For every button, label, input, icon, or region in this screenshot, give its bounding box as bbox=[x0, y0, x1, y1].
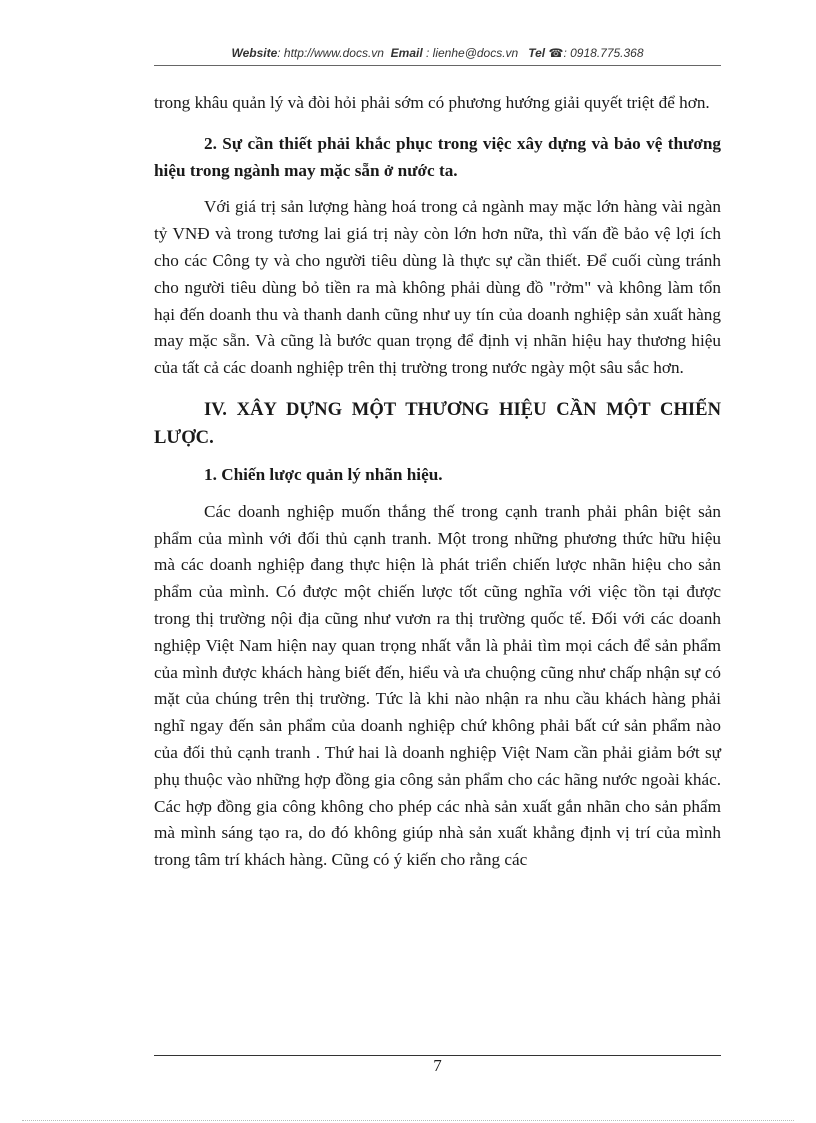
page-header bbox=[154, 46, 721, 66]
chapter-heading-iv: IV. XÂY DỰNG MỘT THƯƠNG HIỆU CẦN MỘT CHIẾN LƯỢC. bbox=[154, 398, 721, 448]
page-number: 7 bbox=[433, 1056, 442, 1075]
tel-label: Tel bbox=[528, 46, 546, 60]
email-value: : lienhe@docs.vn bbox=[426, 46, 519, 60]
paragraph: Với giá trị sản lượng hàng hoá trong cả ngành may mặc lớn hàng vài ngàn tỷ VNĐ và trong tương lai giá trị này còn lớn hơn nữa, thì vấn đề bảo vệ lợi ích cho các Công ty và cho người tiêu dùng là thực sự cần thiết. Để cuối cùng tránh cho người tiêu dùng bỏ tiền ra mà không phải dùng đồ "rởm" và không làm tổn hại đến doanh thu và thanh danh cũng như uy tín của doanh nghiệp sản xuất hàng may mặc sẵn. Và cũng là bước quan trọng để định vị nhãn hiệu hay thương hiệu của tất cả các doanh nghiệp trên thị trường trong nước ngày một sâu sắc hơn. bbox=[154, 197, 721, 378]
website-value: : http://www.docs.vn bbox=[277, 46, 384, 60]
section-heading-1: 1. Chiến lược quản lý nhãn hiệu. bbox=[204, 464, 443, 484]
paragraph: Các doanh nghiệp muốn thắng thế trong cạnh tranh phải phân biệt sản phẩm của mình với đối thủ cạnh tranh. Một trong những phương thức hữu hiệu mà các doanh nghiệp đang thực hiện là phát triển chiến lược nhãn hiệu cho sản phẩm của mình. Có được một chiến lược tốt cũng nghĩa với việc tồn tại được trong thị trường nội địa cũng như vươn ra thị trường quốc tế. Đối với các doanh nghiệp Việt Nam hiện nay quan trọng nhất vẫn là phải tìm mọi cách để sản phẩm của mình được khách hàng biết đến, hiểu và ưa chuộng cũng như chấp nhận sự có mặt của chúng trên thị trường. Tức là khi nào nhận ra nhu cầu khách hàng phải nghĩ ngay đến sản phẩm của doanh nghiệp chứ không phải bất cứ sản phẩm nào của đối thủ cạnh tranh . Thứ hai là doanh nghiệp Việt Nam cần phải giảm bớt sự phụ thuộc vào những hợp đồng gia công sản phẩm cho các hãng nước ngoài khác. Các hợp đồng gia công không cho phép các nhà sản xuất gắn nhãn cho sản phẩm mà mình sáng tạo ra, do đó không giúp nhà sản xuất khẳng định vị trí của mình trong tâm trí khách hàng. Cũng có ý kiến cho rằng các bbox=[154, 501, 721, 870]
document-body bbox=[154, 90, 721, 874]
website-label: Website bbox=[231, 46, 278, 60]
email-label: Email bbox=[390, 46, 423, 60]
section-heading-2: 2. Sự cần thiết phải khắc phục trong việc xây dựng và bảo vệ thương hiệu trong ngành may mặc sẵn ở nước ta. bbox=[154, 133, 721, 180]
paragraph-continuation: trong khâu quản lý và đòi hỏi phải sớm có phương hướng giải quyết triệt để hơn. bbox=[154, 93, 710, 112]
page-border bbox=[22, 1120, 794, 1121]
tel-value: : 0918.775.368 bbox=[563, 46, 644, 60]
phone-icon: ☎ bbox=[548, 46, 564, 60]
